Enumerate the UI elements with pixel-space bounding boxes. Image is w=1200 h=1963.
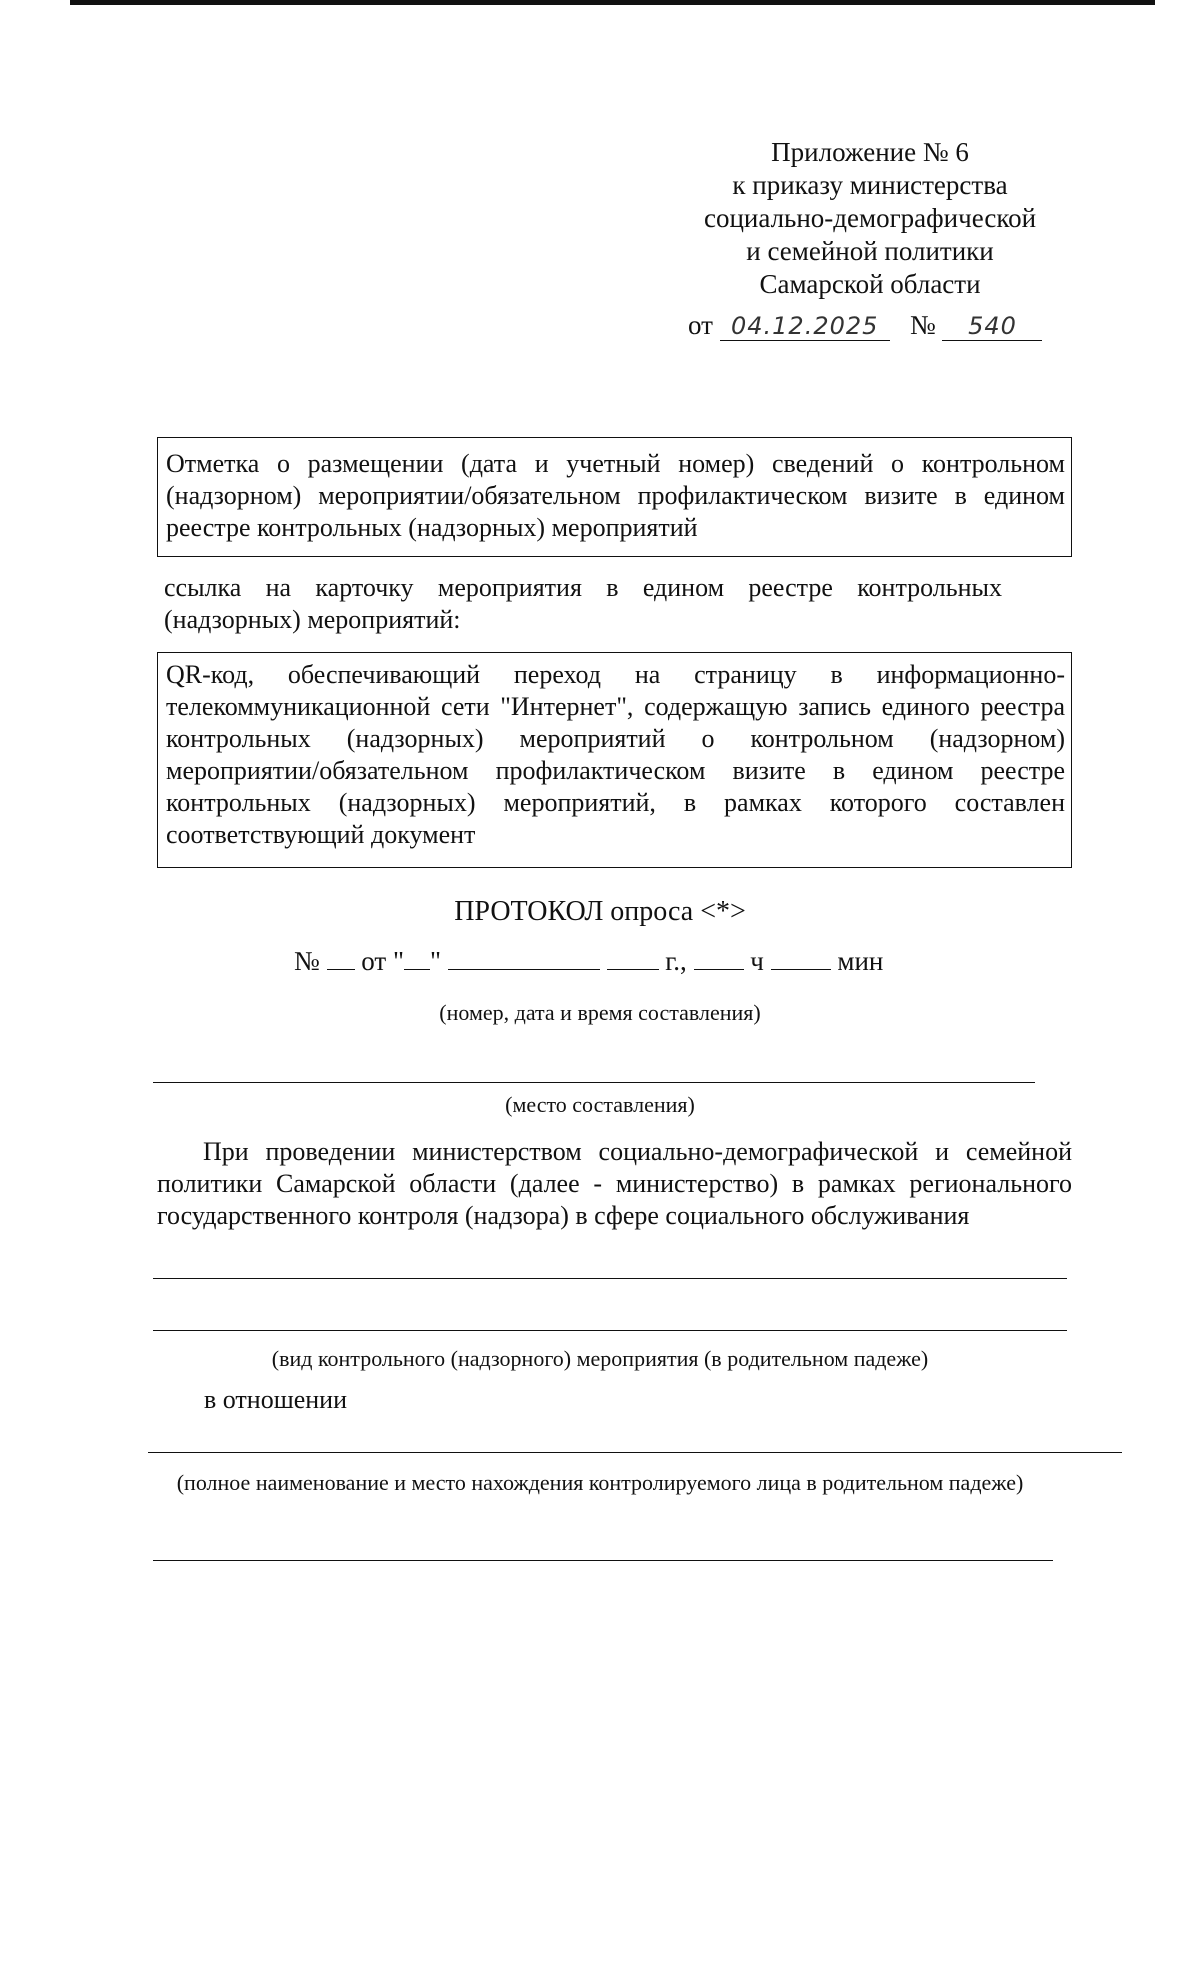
entity-rule-2 bbox=[153, 1560, 1053, 1561]
entity-caption: (полное наименование и место нахождения контролируемого лица в родительном падеже) bbox=[176, 1470, 1024, 1495]
protocol-min-label: мин bbox=[837, 946, 884, 976]
appendix-ministry-line: социально-демографической bbox=[703, 203, 1037, 233]
appendix-number: Приложение № 6 bbox=[771, 137, 969, 167]
place-caption: (место составления) bbox=[505, 1092, 695, 1117]
registry-mark-box: Отметка о размещении (дата и учетный номер) сведений о контрольном (надзорном) мероприятии/обязательном профилактическом визите в едином реестре контрольных (надзорных) мероприятий bbox=[157, 437, 1072, 557]
entity-rule-1 bbox=[148, 1452, 1122, 1453]
date-prefix: от bbox=[688, 310, 713, 340]
activity-type-caption: (вид контрольного (надзорного) мероприятия (в родительном падеже) bbox=[271, 1346, 929, 1371]
handwritten-date: 04.12.2025 bbox=[720, 312, 890, 341]
registry-link-label: ссылка на карточку мероприятия в едином реестре контрольных (надзорных) мероприятий: bbox=[164, 573, 1002, 634]
protocol-no-label: № bbox=[294, 946, 320, 976]
protocol-min-blank bbox=[771, 947, 831, 970]
protocol-month-blank bbox=[448, 947, 600, 970]
appendix-policy-line: и семейной политики bbox=[746, 236, 994, 266]
protocol-hour-blank bbox=[694, 947, 744, 970]
place-rule bbox=[153, 1082, 1035, 1083]
protocol-hour-label: ч bbox=[750, 946, 764, 976]
appendix-header bbox=[690, 136, 1050, 301]
handwritten-number: 540 bbox=[942, 312, 1042, 341]
protocol-caption: (номер, дата и время составления) bbox=[439, 1000, 761, 1025]
protocol-quote-close: " bbox=[429, 946, 442, 976]
protocol-from-label: от " bbox=[361, 946, 404, 976]
appendix-order-ref: к приказу министерства bbox=[732, 170, 1008, 200]
protocol-title: ПРОТОКОЛ опроса <*> bbox=[454, 896, 746, 927]
protocol-no-blank bbox=[327, 947, 355, 970]
protocol-year-blank bbox=[607, 947, 659, 970]
appendix-region-line: Самарской области bbox=[759, 269, 981, 299]
number-label: № bbox=[909, 310, 936, 340]
protocol-number-line bbox=[294, 946, 883, 977]
protocol-year-label: г., bbox=[665, 946, 687, 976]
protocol-day-blank bbox=[404, 947, 430, 970]
in-relation-label: в отношении bbox=[204, 1385, 348, 1414]
top-edge-rule bbox=[70, 0, 1155, 5]
order-date-number bbox=[688, 310, 1042, 341]
body-paragraph: При проведении министерством социально-демографической и семейной политики Самарской области (далее - министерство) в рамках регионального государственного контроля (надзора) в сфере социального обслуживания bbox=[157, 1137, 1072, 1230]
activity-rule-2 bbox=[153, 1330, 1067, 1331]
activity-rule-1 bbox=[153, 1278, 1067, 1279]
qr-code-box: QR-код, обеспечивающий переход на страницу в информационно-телекоммуникационной сети "Интернет", содержащую запись единого реестра контрольных (надзорных) мероприятий о контрольном (надзорном) мероприятии/обязательном профилактическом визите в едином реестре контрольных (надзорных) мероприятий, в рамках которого составлен соответствующий документ bbox=[157, 652, 1072, 868]
